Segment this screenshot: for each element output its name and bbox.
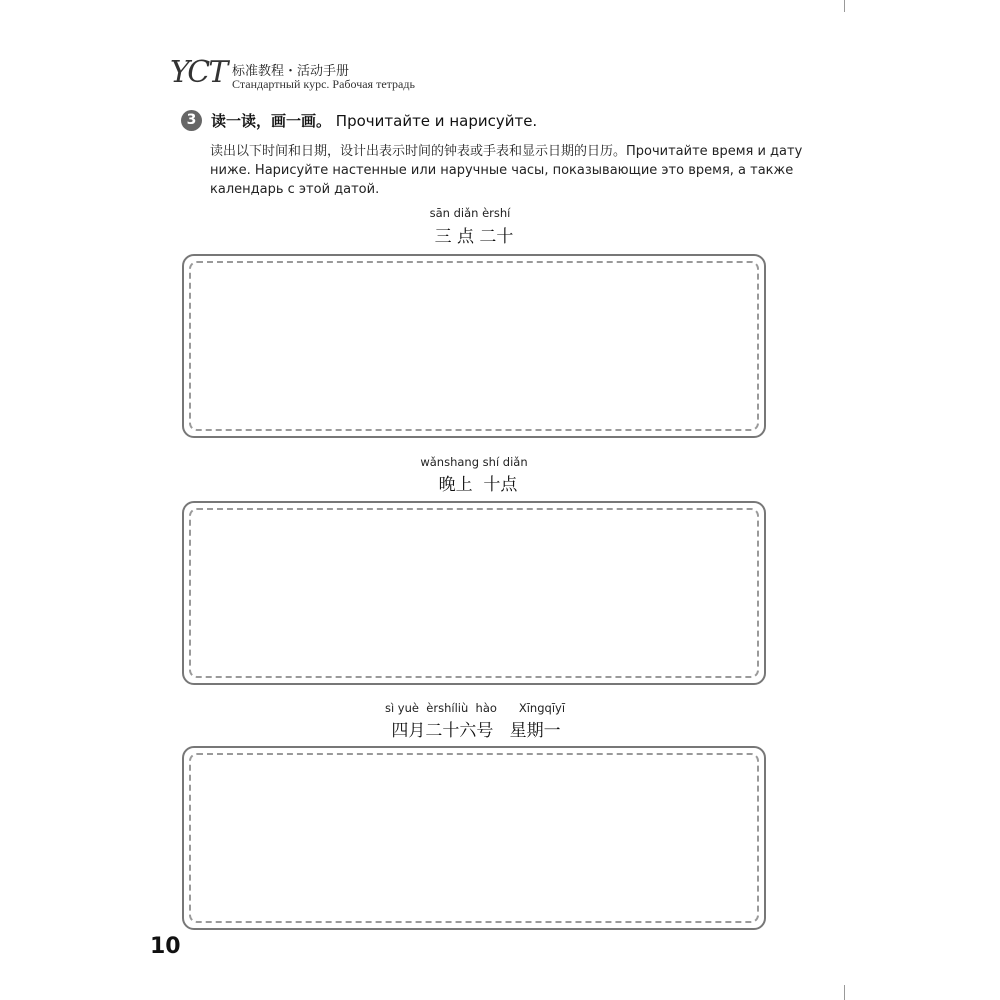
crop-mark-bottom xyxy=(844,985,845,1000)
task-instructions: 读出以下时间和日期，设计出表示时间的钟表或手表和显示日期的日历。Прочитайте время и дату ниже. Нарисуйте настенные или наручные часы, показывающие это время, а также календарь с этой датой. xyxy=(210,144,803,197)
task-title xyxy=(211,110,537,131)
drawing-area[interactable] xyxy=(182,746,766,930)
drawing-area[interactable] xyxy=(182,501,766,685)
item-pinyin: sān diǎn èrshí xyxy=(429,206,511,220)
item-pinyin: wǎnshang shí diǎn xyxy=(420,455,528,469)
crop-mark-top xyxy=(844,0,845,12)
task-title-ru: Прочитайте и нарисуйте. xyxy=(335,112,538,130)
drawing-area[interactable] xyxy=(182,254,766,438)
book-title: 标准教程・活动手册 xyxy=(232,64,350,79)
yct-logo: YCT xyxy=(170,55,227,90)
drawing-area-border xyxy=(189,753,759,923)
item-hanzi: 三 点 二十 xyxy=(434,227,514,247)
book-subtitle: Стандартный курс. Рабочая тетрадь xyxy=(232,77,415,91)
item-hanzi: 四月二十六号 星期一 xyxy=(391,721,561,741)
task-number-badge: 3 xyxy=(181,110,202,131)
drawing-area-border xyxy=(189,508,759,678)
item-hanzi: 晚上 十点 xyxy=(438,475,518,495)
page-number: 10 xyxy=(150,934,181,959)
drawing-area-border xyxy=(189,261,759,431)
item-pinyin: sì yuè èrshíliù hào Xīngqīyī xyxy=(384,701,566,715)
task-title-zh: 读一读，画一画。 xyxy=(211,112,332,130)
